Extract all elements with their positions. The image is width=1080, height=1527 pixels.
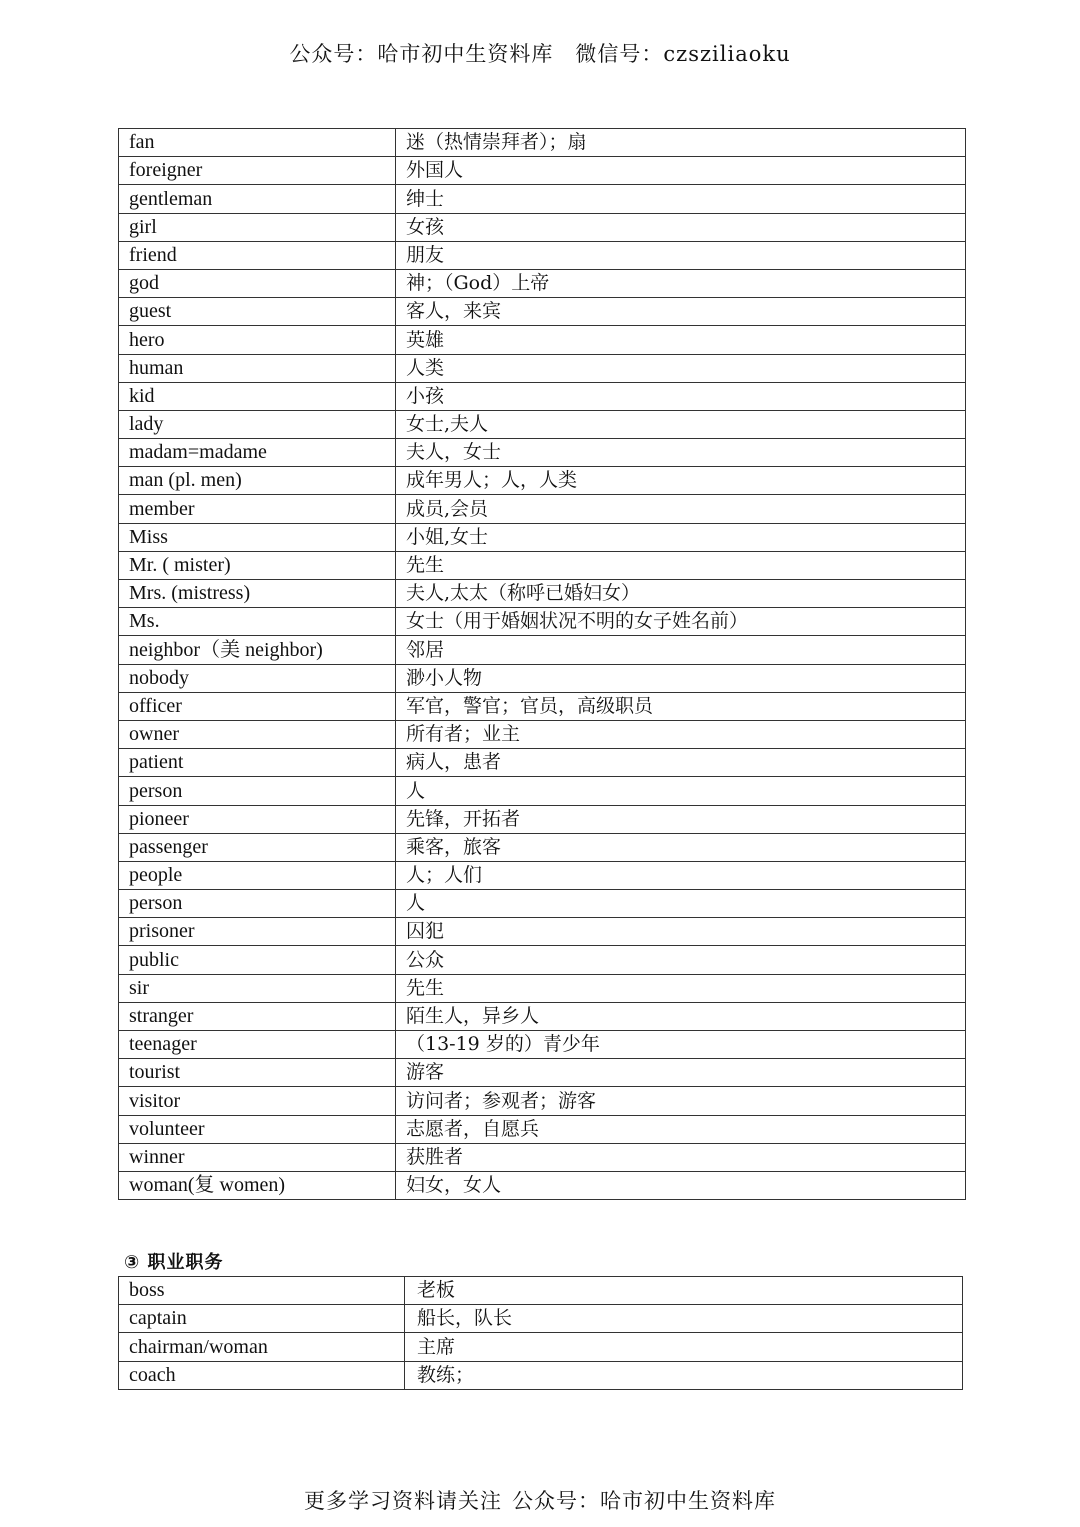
word-chinese: 外国人 bbox=[396, 157, 966, 185]
word-chinese: 夫人,太太（称呼已婚妇女） bbox=[396, 580, 966, 608]
table-row bbox=[119, 720, 966, 748]
word-chinese: 乘客，旅客 bbox=[396, 833, 966, 861]
word-english: public bbox=[119, 946, 396, 974]
word-english: kid bbox=[119, 382, 396, 410]
table-row bbox=[119, 1277, 963, 1305]
word-english: person bbox=[119, 777, 396, 805]
word-english: nobody bbox=[119, 664, 396, 692]
table-row bbox=[119, 692, 966, 720]
table-row bbox=[119, 326, 966, 354]
word-chinese: 女孩 bbox=[396, 213, 966, 241]
word-english: neighbor（美 neighbor) bbox=[119, 636, 396, 664]
table-row bbox=[119, 467, 966, 495]
word-english: hero bbox=[119, 326, 396, 354]
word-chinese: 人类 bbox=[396, 354, 966, 382]
word-english: patient bbox=[119, 749, 396, 777]
page-header bbox=[0, 38, 1080, 68]
table-row bbox=[119, 1087, 966, 1115]
word-chinese: 女士（用于婚姻状况不明的女子姓名前） bbox=[396, 608, 966, 636]
word-english: madam=madame bbox=[119, 439, 396, 467]
word-english: member bbox=[119, 495, 396, 523]
word-chinese: 小姐,女士 bbox=[396, 523, 966, 551]
word-chinese: 成年男人；人，人类 bbox=[396, 467, 966, 495]
table-row bbox=[119, 551, 966, 579]
word-chinese: （13-19 岁的）青少年 bbox=[396, 1031, 966, 1059]
section-title-jobs: ③ 职业职务 bbox=[124, 1252, 224, 1273]
word-english: fan bbox=[119, 129, 396, 157]
table-row bbox=[119, 974, 966, 1002]
table-row bbox=[119, 1143, 966, 1171]
word-english: Ms. bbox=[119, 608, 396, 636]
word-chinese: 公众 bbox=[396, 946, 966, 974]
table-row bbox=[119, 523, 966, 551]
table-row bbox=[119, 777, 966, 805]
table-row bbox=[119, 1031, 966, 1059]
word-english: captain bbox=[119, 1305, 405, 1333]
table-row bbox=[119, 382, 966, 410]
word-chinese: 人；人们 bbox=[396, 861, 966, 889]
table-row bbox=[119, 439, 966, 467]
word-chinese: 先生 bbox=[396, 551, 966, 579]
word-chinese: 人 bbox=[396, 777, 966, 805]
word-english: officer bbox=[119, 692, 396, 720]
table-row bbox=[119, 241, 966, 269]
word-english: owner bbox=[119, 720, 396, 748]
table-row bbox=[119, 805, 966, 833]
word-english: woman(复 women) bbox=[119, 1171, 396, 1199]
word-english: teenager bbox=[119, 1031, 396, 1059]
word-english: passenger bbox=[119, 833, 396, 861]
word-chinese: 军官，警官；官员，高级职员 bbox=[396, 692, 966, 720]
table-row bbox=[119, 1171, 966, 1199]
table-row bbox=[119, 580, 966, 608]
footer-follow-text: 更多学习资料请关注 bbox=[304, 1489, 502, 1513]
word-english: friend bbox=[119, 241, 396, 269]
word-chinese: 病人，患者 bbox=[396, 749, 966, 777]
table-row bbox=[119, 129, 966, 157]
word-english: human bbox=[119, 354, 396, 382]
table-row bbox=[119, 410, 966, 438]
word-english: gentleman bbox=[119, 185, 396, 213]
table-row bbox=[119, 946, 966, 974]
table-row bbox=[119, 213, 966, 241]
word-chinese: 人 bbox=[396, 890, 966, 918]
word-english: Mr. ( mister) bbox=[119, 551, 396, 579]
word-chinese: 囚犯 bbox=[396, 918, 966, 946]
word-english: Mrs. (mistress) bbox=[119, 580, 396, 608]
word-english: boss bbox=[119, 1277, 405, 1305]
table-row bbox=[119, 1361, 963, 1389]
jobs-vocab-table bbox=[118, 1276, 963, 1390]
word-chinese: 妇女，女人 bbox=[396, 1171, 966, 1199]
word-english: man (pl. men) bbox=[119, 467, 396, 495]
word-english: winner bbox=[119, 1143, 396, 1171]
table-row bbox=[119, 354, 966, 382]
people-vocab-body bbox=[119, 129, 966, 1200]
word-chinese: 成员,会员 bbox=[396, 495, 966, 523]
table-row bbox=[119, 861, 966, 889]
table-row bbox=[119, 749, 966, 777]
word-chinese: 船长，队长 bbox=[405, 1305, 963, 1333]
word-english: guest bbox=[119, 298, 396, 326]
word-chinese: 获胜者 bbox=[396, 1143, 966, 1171]
word-english: girl bbox=[119, 213, 396, 241]
word-chinese: 先生 bbox=[396, 974, 966, 1002]
word-chinese: 绅士 bbox=[396, 185, 966, 213]
word-english: tourist bbox=[119, 1059, 396, 1087]
word-chinese: 女士,夫人 bbox=[396, 410, 966, 438]
word-chinese: 所有者；业主 bbox=[396, 720, 966, 748]
word-english: coach bbox=[119, 1361, 405, 1389]
table-row bbox=[119, 157, 966, 185]
word-english: stranger bbox=[119, 1002, 396, 1030]
people-vocab-table bbox=[118, 128, 966, 1200]
word-chinese: 英雄 bbox=[396, 326, 966, 354]
table-row bbox=[119, 298, 966, 326]
table-row bbox=[119, 1002, 966, 1030]
word-chinese: 小孩 bbox=[396, 382, 966, 410]
word-chinese: 朋友 bbox=[396, 241, 966, 269]
word-chinese: 访问者；参观者；游客 bbox=[396, 1087, 966, 1115]
header-wechat-account: 公众号：哈市初中生资料库 bbox=[289, 42, 554, 66]
word-chinese: 神；（God）上帝 bbox=[396, 269, 966, 297]
table-row bbox=[119, 833, 966, 861]
table-row bbox=[119, 269, 966, 297]
table-row bbox=[119, 495, 966, 523]
table-row bbox=[119, 1333, 963, 1361]
table-row bbox=[119, 1115, 966, 1143]
table-row bbox=[119, 636, 966, 664]
word-english: visitor bbox=[119, 1087, 396, 1115]
word-chinese: 志愿者，自愿兵 bbox=[396, 1115, 966, 1143]
table-row bbox=[119, 664, 966, 692]
table-row bbox=[119, 1305, 963, 1333]
word-english: pioneer bbox=[119, 805, 396, 833]
word-chinese: 迷（热情崇拜者）；扇 bbox=[396, 129, 966, 157]
word-chinese: 老板 bbox=[405, 1277, 963, 1305]
word-chinese: 渺小人物 bbox=[396, 664, 966, 692]
word-chinese: 教练； bbox=[405, 1361, 963, 1389]
word-english: person bbox=[119, 890, 396, 918]
word-chinese: 主席 bbox=[405, 1333, 963, 1361]
word-chinese: 客人，来宾 bbox=[396, 298, 966, 326]
word-english: lady bbox=[119, 410, 396, 438]
word-english: Miss bbox=[119, 523, 396, 551]
word-chinese: 陌生人，异乡人 bbox=[396, 1002, 966, 1030]
word-chinese: 邻居 bbox=[396, 636, 966, 664]
table-row bbox=[119, 890, 966, 918]
table-row bbox=[119, 918, 966, 946]
word-chinese: 夫人，女士 bbox=[396, 439, 966, 467]
word-english: god bbox=[119, 269, 396, 297]
word-english: people bbox=[119, 861, 396, 889]
table-row bbox=[119, 185, 966, 213]
word-english: prisoner bbox=[119, 918, 396, 946]
word-english: volunteer bbox=[119, 1115, 396, 1143]
table-row bbox=[119, 608, 966, 636]
table-row bbox=[119, 1059, 966, 1087]
word-chinese: 游客 bbox=[396, 1059, 966, 1087]
jobs-vocab-body bbox=[119, 1277, 963, 1390]
footer-wechat-account: 公众号：哈市初中生资料库 bbox=[512, 1489, 776, 1513]
header-wechat-id: 微信号：czsziliaoku bbox=[575, 42, 791, 66]
word-chinese: 先锋，开拓者 bbox=[396, 805, 966, 833]
word-english: sir bbox=[119, 974, 396, 1002]
word-english: chairman/woman bbox=[119, 1333, 405, 1361]
page-footer bbox=[0, 1485, 1080, 1515]
word-english: foreigner bbox=[119, 157, 396, 185]
